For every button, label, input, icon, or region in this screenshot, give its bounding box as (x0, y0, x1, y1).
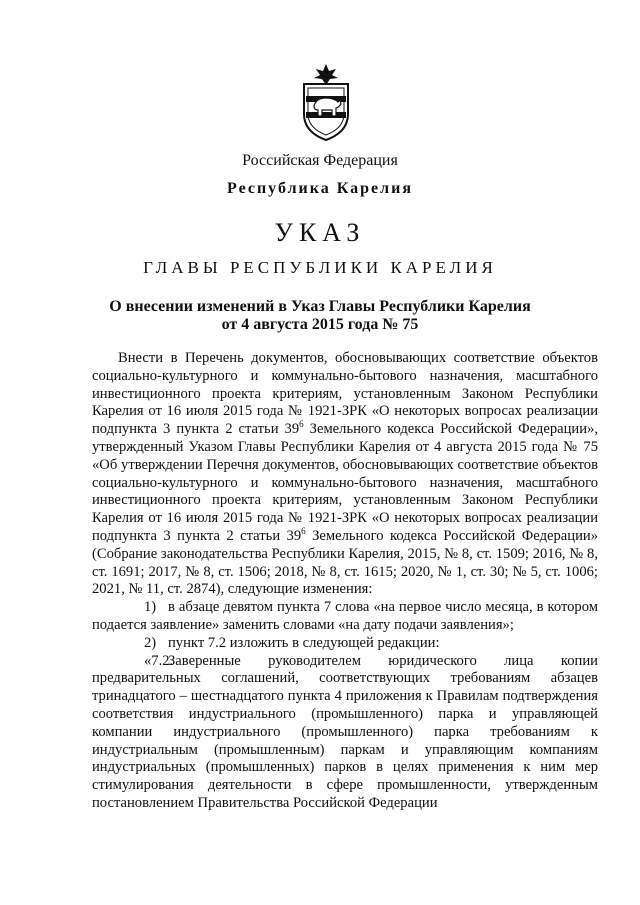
issuer: ГЛАВЫ РЕСПУБЛИКИ КАРЕЛИЯ (143, 258, 497, 277)
document-body (92, 350, 598, 813)
document-title-line-2: от 4 августа 2015 года № 75 (221, 316, 419, 333)
clause-number: «7.2. (144, 652, 174, 669)
quoted-clause: «7.2.Заверенные руководителем юридического лица копии предварительных соглашений, соответствующих требованиям абзацев тринадцатого – шестнадцатого пункта 4 приложения к Правилам подтверждения соответствия индустриального (промышленного) парка и управляющей компании индустриального (промышленного) парка требованиям к индустриальным (промышленным) паркам и управляющим компаниям индустриальных (промышленных) парков в целях применения к ним мер стимулирования деятельности в сфере промышленности, утвержденным постановлением Правительства Российской Федерации (92, 652, 598, 811)
republic-name: Республика Карелия (227, 180, 413, 197)
list-item-2: 2) пункт 7.2 изложить в следующей редакции: (92, 635, 598, 653)
list-item-number: 1) (144, 599, 157, 616)
list-item-1: 1) в абзаце девятом пункта 7 слова «на первое число месяца, в котором подается заявление» заменить словами «на дату подачи заявления»; (92, 599, 598, 633)
country-name: Российская Федерация (242, 152, 398, 169)
coat-of-arms-icon (296, 62, 356, 142)
list-item-number: 2) (144, 634, 157, 651)
document-title-line-1: О внесении изменений в Указ Главы Республики Карелия (109, 298, 531, 315)
paragraph-preamble: Внести в Перечень документов, обосновывающих соответствие объектов социально-культурного и коммунально-бытового назначения, масштабного инвестиционного проекта критериям, установленным Законом Республики Карелия от 16 июля 2015 года № 1921-ЗРК «О некоторых вопросах реализации подпункта 3 пункта 2 статьи $39^6$ Земельного кодекса Российской Федерации», утвержденный Указом Главы Республики Карелия от 4 августа 2015 года № 75 «Об утверждении Перечня документов, обосновывающих соответствие объектов социально-культурного и коммунально-бытового назначения, масштабного инвестиционного проекта критериям, установленным Законом Республики Карелия от 16 июля 2015 года № 1921-ЗРК «О некоторых вопросах реализации подпункта 3 пункта 2 статьи $39^6$ Земельного кодекса Российской Федерации» (Собрание законодательства Республики Карелия, 2015, № 8, ст. 1509; 2016, № 8, ст. 1691; 2017, № 8, ст. 1506; 2018, № 8, ст. 1615; 2020, № 1, ст. 30; № 5, ст. 1006; 2021, № 11, ст. 2874), следующие изменения: (92, 350, 598, 598)
document-type: УКАЗ (274, 218, 366, 247)
